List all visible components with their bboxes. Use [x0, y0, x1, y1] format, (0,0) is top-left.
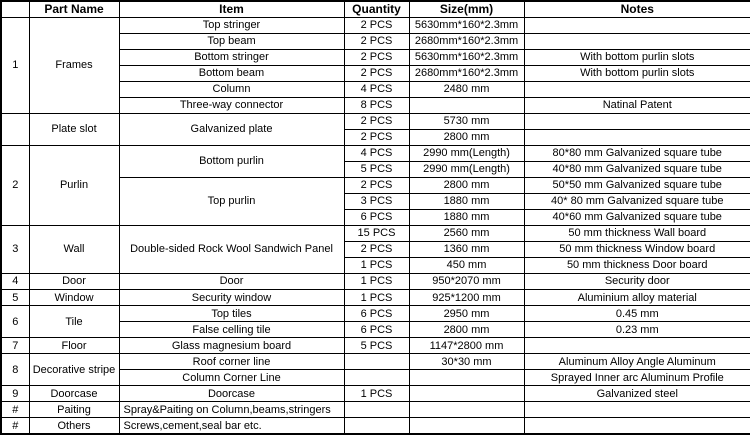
notes [524, 402, 750, 418]
table-row [1, 17, 750, 33]
quantity: 5 PCS [344, 338, 409, 354]
quantity: 8 PCS [344, 97, 409, 113]
size [409, 370, 524, 386]
notes: 0.45 mm [524, 306, 750, 322]
quantity [344, 402, 409, 418]
size: 2990 mm(Length) [409, 145, 524, 161]
notes: 50 mm thickness Wall board [524, 225, 750, 241]
size: 450 mm [409, 257, 524, 273]
table-row [1, 338, 750, 354]
part-name: Frames [29, 17, 119, 113]
table-row [1, 354, 750, 370]
item: Galvanized plate [119, 113, 344, 145]
item: Security window [119, 290, 344, 306]
notes: Natinal Patent [524, 97, 750, 113]
quantity: 2 PCS [344, 177, 409, 193]
quantity: 6 PCS [344, 322, 409, 338]
item: Roof corner line [119, 354, 344, 370]
quantity: 1 PCS [344, 290, 409, 306]
notes: Security door [524, 274, 750, 290]
part-name: Floor [29, 338, 119, 354]
table-row [1, 145, 750, 161]
quantity: 6 PCS [344, 209, 409, 225]
notes: With bottom purlin slots [524, 65, 750, 81]
size: 2950 mm [409, 306, 524, 322]
size: 2560 mm [409, 225, 524, 241]
item: Double-sided Rock Wool Sandwich Panel [119, 225, 344, 273]
table-header [1, 1, 750, 17]
notes [524, 418, 750, 434]
row-number: # [1, 402, 29, 418]
notes: 0.23 mm [524, 322, 750, 338]
quantity: 2 PCS [344, 113, 409, 129]
notes: Aluminum Alloy Angle Aluminum [524, 354, 750, 370]
notes: Galvanized steel [524, 386, 750, 402]
notes [524, 81, 750, 97]
part-name: Doorcase [29, 386, 119, 402]
row-number: 7 [1, 338, 29, 354]
row-number: 8 [1, 354, 29, 386]
size: 1880 mm [409, 193, 524, 209]
table-row [1, 386, 750, 402]
size: 925*1200 mm [409, 290, 524, 306]
part-name: Tile [29, 306, 119, 338]
row-number: 6 [1, 306, 29, 338]
size: 2800 mm [409, 177, 524, 193]
row-number: 2 [1, 145, 29, 225]
item: Top tiles [119, 306, 344, 322]
quantity [344, 354, 409, 370]
item: Doorcase [119, 386, 344, 402]
size [409, 386, 524, 402]
header-notes: Notes [524, 1, 750, 17]
size: 1147*2800 mm [409, 338, 524, 354]
table-row [1, 274, 750, 290]
header-index [1, 1, 29, 17]
notes [524, 338, 750, 354]
notes: With bottom purlin slots [524, 49, 750, 65]
quantity: 2 PCS [344, 241, 409, 257]
size [409, 418, 524, 434]
row-number: 1 [1, 17, 29, 113]
row-number [1, 113, 29, 145]
quantity: 6 PCS [344, 306, 409, 322]
size: 1880 mm [409, 209, 524, 225]
quantity: 2 PCS [344, 49, 409, 65]
item: Bottom beam [119, 65, 344, 81]
notes [524, 113, 750, 129]
quantity [344, 370, 409, 386]
item: Column [119, 81, 344, 97]
row-number: # [1, 418, 29, 434]
row-number: 4 [1, 274, 29, 290]
item: Top beam [119, 33, 344, 49]
header-quantity: Quantity [344, 1, 409, 17]
quantity: 3 PCS [344, 193, 409, 209]
header-row [1, 1, 750, 17]
size: 1360 mm [409, 241, 524, 257]
size: 950*2070 mm [409, 274, 524, 290]
header-size: Size(mm) [409, 1, 524, 17]
quantity: 2 PCS [344, 129, 409, 145]
item: Column Corner Line [119, 370, 344, 386]
size: 2480 mm [409, 81, 524, 97]
quantity: 1 PCS [344, 257, 409, 273]
notes [524, 17, 750, 33]
part-name: Decorative stripe [29, 354, 119, 386]
part-name: Purlin [29, 145, 119, 225]
notes: 50 mm thickness Window board [524, 241, 750, 257]
table-row [1, 225, 750, 241]
table-row [1, 290, 750, 306]
notes: Sprayed Inner arc Aluminum Profile [524, 370, 750, 386]
item: Three-way connector [119, 97, 344, 113]
size: 5630mm*160*2.3mm [409, 17, 524, 33]
part-name: Window [29, 290, 119, 306]
size: 5730 mm [409, 113, 524, 129]
size: 2680mm*160*2.3mm [409, 65, 524, 81]
table-row [1, 418, 750, 434]
item: Top purlin [119, 177, 344, 225]
notes: 50*50 mm Galvanized square tube [524, 177, 750, 193]
notes: Aluminium alloy material [524, 290, 750, 306]
part-name: Wall [29, 225, 119, 273]
quantity: 2 PCS [344, 17, 409, 33]
part-name: Plate slot [29, 113, 119, 145]
notes: 40*80 mm Galvanized square tube [524, 161, 750, 177]
notes: 40* 80 mm Galvanized square tube [524, 193, 750, 209]
item: Bottom stringer [119, 49, 344, 65]
quantity: 2 PCS [344, 65, 409, 81]
part-name: Door [29, 274, 119, 290]
header-part-name: Part Name [29, 1, 119, 17]
quantity: 5 PCS [344, 161, 409, 177]
header-item: Item [119, 1, 344, 17]
size: 5630mm*160*2.3mm [409, 49, 524, 65]
notes: 80*80 mm Galvanized square tube [524, 145, 750, 161]
item: Top stringer [119, 17, 344, 33]
size: 2680mm*160*2.3mm [409, 33, 524, 49]
notes: 40*60 mm Galvanized square tube [524, 209, 750, 225]
quantity: 4 PCS [344, 81, 409, 97]
size [409, 402, 524, 418]
quantity: 1 PCS [344, 386, 409, 402]
table-row [1, 113, 750, 129]
table-row [1, 402, 750, 418]
row-number: 3 [1, 225, 29, 273]
notes [524, 33, 750, 49]
part-name: Paiting [29, 402, 119, 418]
item: Spray&Paiting on Column,beams,stringers [119, 402, 344, 418]
quantity: 2 PCS [344, 33, 409, 49]
quantity: 1 PCS [344, 274, 409, 290]
item: False celling tile [119, 322, 344, 338]
quantity: 4 PCS [344, 145, 409, 161]
item: Door [119, 274, 344, 290]
item: Screws,cement,seal bar etc. [119, 418, 344, 434]
notes [524, 129, 750, 145]
row-number: 9 [1, 386, 29, 402]
size [409, 97, 524, 113]
quantity [344, 418, 409, 434]
size: 30*30 mm [409, 354, 524, 370]
size: 2800 mm [409, 322, 524, 338]
notes: 50 mm thickness Door board [524, 257, 750, 273]
size: 2990 mm(Length) [409, 161, 524, 177]
item: Bottom purlin [119, 145, 344, 177]
part-name: Others [29, 418, 119, 434]
table-body [1, 17, 750, 434]
table-row [1, 306, 750, 322]
quantity: 15 PCS [344, 225, 409, 241]
item: Glass magnesium board [119, 338, 344, 354]
row-number: 5 [1, 290, 29, 306]
size: 2800 mm [409, 129, 524, 145]
